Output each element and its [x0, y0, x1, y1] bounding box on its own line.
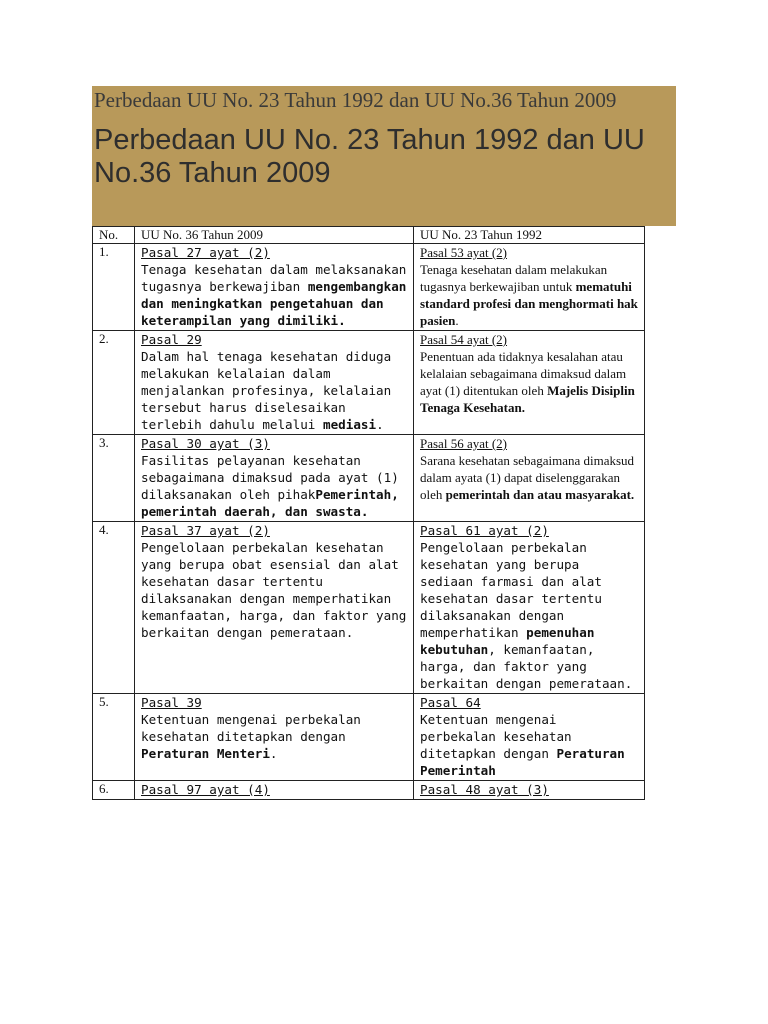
uu23-cell: [414, 331, 645, 435]
body-text: Tenaga kesehatan dalam melakukan tugasnya berkewajiban untuk: [420, 262, 608, 294]
row-number: 2.: [93, 331, 135, 435]
body-text: Fasilitas pelayanan kesehatan sebagaimana dimaksud pada ayat (1) dilaksanakan oleh pihak: [141, 453, 399, 502]
table-row: [93, 781, 645, 800]
emphasis-text: pemerintah dan atau masyarakat.: [445, 487, 635, 502]
uu36-cell: [135, 435, 414, 522]
table-row: [93, 331, 645, 435]
uu23-cell: [414, 435, 645, 522]
body-text: Tenaga kesehatan dalam melaksanakan tugasnya berkewajiban: [141, 262, 407, 294]
header-uu36: UU No. 36 Tahun 2009: [135, 227, 414, 244]
table-body: [93, 244, 645, 800]
table-row: [93, 694, 645, 781]
table-row: [93, 522, 645, 694]
header-no: No.: [93, 227, 135, 244]
body-text: Sarana kesehatan sebagaimana dimaksud dalam ayata (1) dapat diselenggarakan oleh: [420, 453, 635, 502]
uu36-cell: [135, 781, 414, 800]
body-text: Ketentuan mengenai perbekalan kesehatan ditetapkan dengan: [141, 712, 361, 744]
uu36-cell: [135, 694, 414, 781]
row-number: 6.: [93, 781, 135, 800]
uu36-cell: [135, 244, 414, 331]
pasal-reference: Pasal 48 ayat (3): [420, 782, 549, 797]
row-number: 4.: [93, 522, 135, 694]
body-text: Dalam hal tenaga kesehatan diduga melakukan kelalaian dalam menjalankan profesinya, kelalaian tersebut harus diselesaikan terlebih dahulu melalui: [141, 349, 392, 432]
body-text: , kemanfaatan, harga, dan faktor yang berkaitan dengan pemerataan.: [420, 642, 633, 691]
emphasis-text: Peraturan Menteri: [141, 746, 270, 761]
table-row: [93, 435, 645, 522]
pasal-reference: Pasal 56 ayat (2): [420, 436, 508, 451]
pasal-reference: Pasal 54 ayat (2): [420, 332, 508, 347]
emphasis-text: Peraturan Pemerintah: [420, 746, 625, 778]
body-text: .: [269, 746, 278, 761]
uu23-cell: [414, 244, 645, 331]
emphasis-text: mediasi: [322, 417, 377, 432]
table-row: [93, 244, 645, 331]
uu36-cell: [135, 522, 414, 694]
uu36-cell: [135, 331, 414, 435]
table-header-row: [93, 227, 645, 244]
body-text: .: [455, 313, 459, 328]
pasal-reference: Pasal 29: [141, 332, 202, 347]
pasal-reference: Pasal 30 ayat (3): [141, 436, 270, 451]
emphasis-text: mematuhi standard profesi dan menghormati hak pasien: [420, 279, 638, 328]
pasal-reference: Pasal 64: [420, 695, 481, 710]
body-text: Pengelolaan perbekalan kesehatan yang berupa obat esensial dan alat kesehatan dasar tertentu dilaksanakan dengan memperhatikan kemanfaatan, harga, dan faktor yang berkaitan dengan pemerataan.: [141, 540, 407, 640]
emphasis-text: mengembangkan dan meningkatkan pengetahuan dan keterampilan yang dimiliki.: [141, 279, 407, 328]
row-number: 1.: [93, 244, 135, 331]
pasal-reference: Pasal 53 ayat (2): [420, 245, 508, 260]
body-text: .: [376, 417, 384, 432]
uu23-cell: [414, 781, 645, 800]
page-subtitle: Perbedaan UU No. 23 Tahun 1992 dan UU No.36 Tahun 2009: [94, 88, 617, 112]
header-uu23: UU No. 23 Tahun 1992: [414, 227, 645, 244]
body-text: Ketentuan mengenai perbekalan kesehatan ditetapkan dengan: [420, 712, 572, 761]
pasal-reference: Pasal 39: [141, 695, 202, 710]
title-banner: [92, 86, 676, 226]
body-text: Penentuan ada tidaknya kesalahan atau kelalaian sebagaimana dimaksud dalam ayat (1) ditentukan oleh: [420, 349, 627, 398]
emphasis-text: pemenuhan kebutuhan: [420, 625, 595, 657]
pasal-reference: Pasal 61 ayat (2): [420, 523, 549, 538]
row-number: 3.: [93, 435, 135, 522]
page-title: Perbedaan UU No. 23 Tahun 1992 dan UU No.36 Tahun 2009: [94, 124, 645, 189]
row-number: 5.: [93, 694, 135, 781]
emphasis-text: Majelis Disiplin Tenaga Kesehatan.: [420, 383, 635, 415]
pasal-reference: Pasal 37 ayat (2): [141, 523, 270, 538]
pasal-reference: Pasal 27 ayat (2): [141, 245, 270, 260]
pasal-reference: Pasal 97 ayat (4): [141, 782, 270, 797]
uu23-cell: [414, 694, 645, 781]
uu23-cell: [414, 522, 645, 694]
body-text: Pengelolaan perbekalan kesehatan yang berupa sediaan farmasi dan alat kesehatan dasar tertentu dilaksanakan dengan memperhatikan: [420, 540, 602, 640]
emphasis-text: Pemerintah, pemerintah daerah, dan swasta.: [141, 487, 399, 519]
comparison-table: [92, 226, 645, 800]
